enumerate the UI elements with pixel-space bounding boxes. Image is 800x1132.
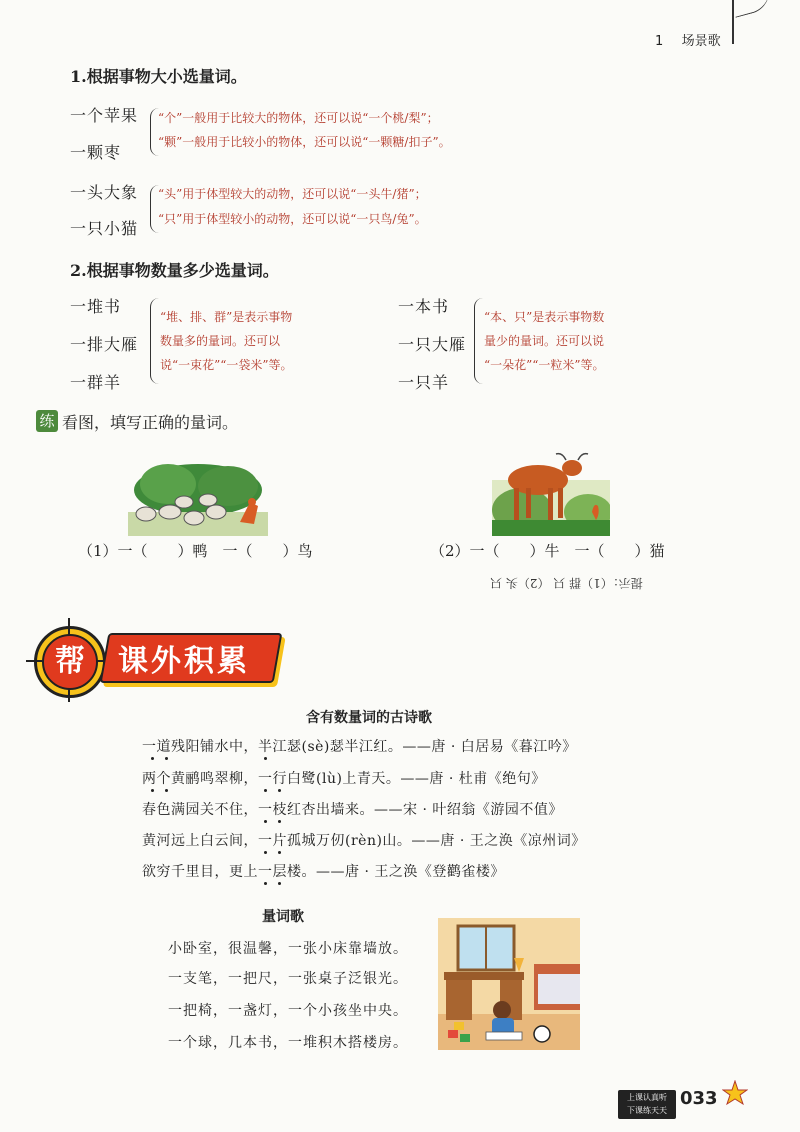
song-line: 小卧室，很温馨，一张小床靠墙放。 [168,941,408,957]
practice-instruction: 看图，填写正确的量词。 [62,413,239,432]
emphasis-dot [264,789,267,792]
word-pile-books: 一堆书 [70,297,122,316]
footer-slogan-line: 上课认真听 [627,1093,667,1102]
chapter-header [655,30,721,49]
practice-badge: 练 [36,410,58,432]
note-ge: “个”一般用于比较大的物体，还可以说“一个桃/梨”； [158,111,439,125]
page-number: 033 [680,1088,718,1109]
note-ke: “颗”一般用于比较小的物体，还可以说“一颗糖/扣子”。 [158,135,451,149]
brace [150,298,159,384]
banner-title: 课外积累 [118,644,250,679]
footer-slogan-line: 下课练天天 [627,1106,667,1115]
header-corner-curve [730,0,775,18]
note-many-3: 说“一束花”“一袋米”等。 [160,358,293,372]
note-few-1: “本、只”是表示事物数 [484,310,605,324]
word-apple: 一个苹果 [70,106,139,125]
emphasis-dot [278,789,281,792]
emphasis-dot [151,789,154,792]
chapter-number: 1 [655,34,664,49]
poem-line: 春色满园关不住，一枝红杏出墙来。——宋 · 叶绍翁《游园不值》 [142,802,563,818]
footer-slogan [618,1090,676,1119]
word-one-goose: 一只大雁 [398,335,467,354]
emphasis-dot [264,820,267,823]
word-one-book: 一本书 [398,297,450,316]
poem-line: 一道残阳铺水中，半江瑟(sè)瑟半江红。——唐 · 白居易《暮江吟》 [142,739,577,755]
emphasis-dot [278,851,281,854]
note-many-2: 数量多的量词。还可以 [160,334,281,348]
song-line: 一把椅，一盏灯，一个小孩坐中央。 [168,1003,408,1019]
poem-line: 黄河远上白云间，一片孤城万仞(rèn)山。——唐 · 王之涣《凉州词》 [142,833,586,849]
emphasis-dot [165,789,168,792]
question-1: （1）一（ ）鸭 一（ ）鸟 [78,542,313,560]
poems-title: 含有数量词的古诗歌 [306,710,432,726]
word-elephant: 一头大象 [70,183,139,202]
answer-hint-upside-down: 提示：（1）群 只 （2）头 只 [490,576,643,590]
banner-badge-text: 帮 [55,644,85,679]
note-few-3: “一朵花”“一粒米”等。 [484,358,605,372]
question-2: （2）一（ ）牛 一（ ）猫 [430,542,665,560]
song-line: 一支笔，一把尺，一张桌子泛银光。 [168,971,408,987]
bedroom-illustration [438,918,580,1050]
emphasis-dot [264,882,267,885]
note-tou: “头”用于体型较大的动物，还可以说“一头牛/猪”； [158,187,427,201]
section1-title: 1.根据事物大小选量词。 [70,67,247,86]
star-icon [722,1080,748,1106]
emphasis-dot [278,882,281,885]
chapter-title: 场景歌 [681,34,721,49]
song-title: 量词歌 [262,909,304,925]
note-few-2: 量少的量词。还可以说 [484,334,605,348]
note-many-1: “堆、排、群”是表示事物 [160,310,293,324]
word-date: 一颗枣 [70,143,122,162]
word-one-sheep: 一只羊 [398,373,450,392]
poem-line: 两个黄鹂鸣翠柳，一行白鹭(lù)上青天。——唐 · 杜甫《绝句》 [142,771,546,787]
word-flock-sheep: 一群羊 [70,373,122,392]
emphasis-dot [278,820,281,823]
ducks-illustration [128,462,268,536]
brace [474,298,483,384]
song-line: 一个球，几本书，一堆积木搭楼房。 [168,1035,408,1051]
poem-line: 欲穷千里目，更上一层楼。——唐 · 王之涣《登鹳雀楼》 [142,864,505,880]
emphasis-dot [165,757,168,760]
note-zhi: “只”用于体型较小的动物，还可以说“一只鸟/兔”。 [158,212,427,226]
section2-title: 2.根据事物数量多少选量词。 [70,261,279,280]
word-line-geese: 一排大雁 [70,335,139,354]
emphasis-dot [264,851,267,854]
emphasis-dot [151,757,154,760]
banner-badge-circle [42,634,98,690]
emphasis-dot [264,757,267,760]
word-kitten: 一只小猫 [70,219,139,238]
cow-illustration [492,450,610,536]
